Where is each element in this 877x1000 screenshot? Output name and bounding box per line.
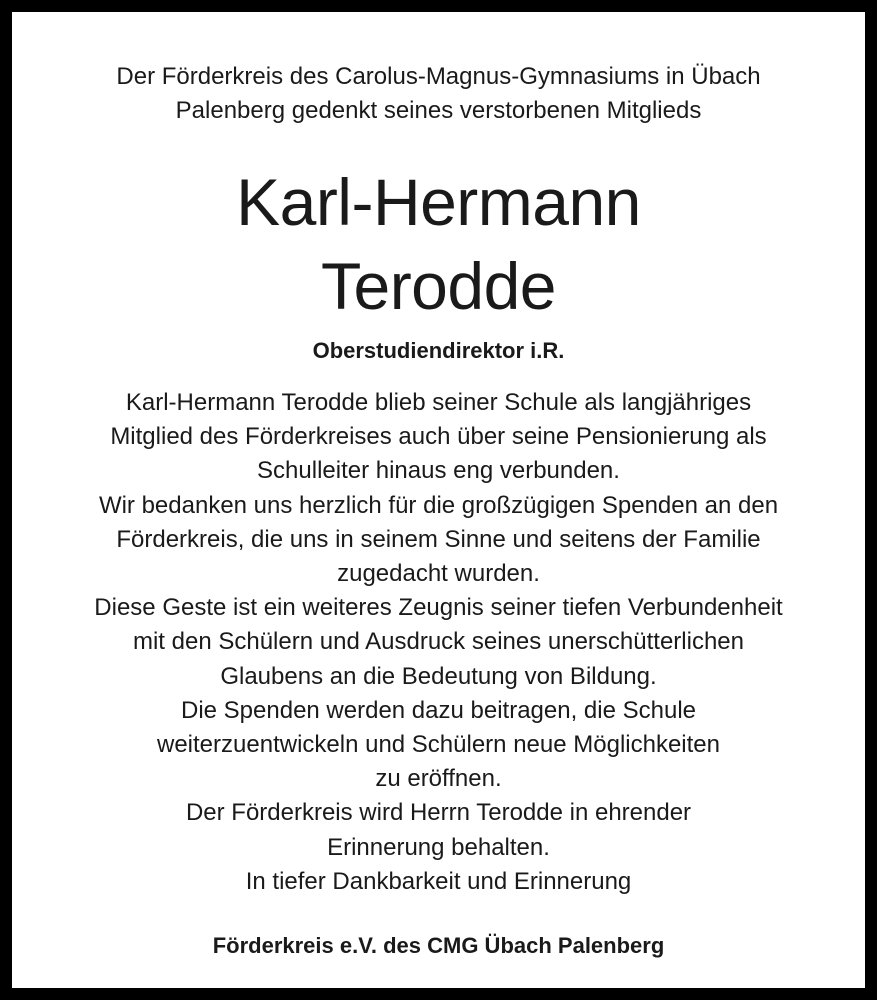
intro-text bbox=[52, 60, 825, 128]
intro-line: Der Förderkreis des Carolus-Magnus-Gymnasiums in Übach bbox=[116, 63, 761, 90]
signature: Förderkreis e.V. des CMG Übach Palenberg bbox=[212, 933, 665, 958]
tribute-line: Diese Geste ist ein weiteres Zeugnis seiner tiefen Verbundenheit bbox=[94, 594, 783, 622]
deceased-last-name: Terodde bbox=[320, 249, 556, 323]
tribute-line: zugedacht wurden. bbox=[337, 560, 540, 588]
tribute-line: Erinnerung behalten. bbox=[327, 833, 550, 861]
tribute-line: zu eröffnen. bbox=[375, 765, 502, 793]
deceased-title: Oberstudiendirektor i.R. bbox=[312, 338, 565, 363]
tribute-line: Der Förderkreis wird Herrn Terodde in ehrender bbox=[185, 799, 692, 827]
tribute-line: mit den Schülern und Ausdruck seines unerschütterlichen bbox=[132, 628, 744, 656]
deceased-name bbox=[32, 160, 845, 328]
tribute-line: Karl-Hermann Terodde blieb seiner Schule als langjähriges bbox=[125, 389, 752, 416]
deceased-first-name: Karl-Hermann bbox=[236, 165, 641, 239]
tribute-line: Schulleiter hinaus eng verbunden. bbox=[257, 457, 620, 485]
tribute-line: weiterzuentwickeln und Schülern neue Möglichkeiten bbox=[157, 731, 720, 759]
tribute-text bbox=[42, 386, 835, 899]
tribute-line: Förderkreis, die uns in seinem Sinne und seitens der Familie bbox=[116, 525, 761, 553]
tribute-line: In tiefer Dankbarkeit und Erinnerung bbox=[245, 867, 632, 895]
intro-line: Palenberg gedenkt seines verstorbenen Mitglieds bbox=[175, 97, 702, 124]
tribute-line: Wir bedanken uns herzlich für die großzügigen Spenden an den bbox=[98, 491, 779, 519]
tribute-line: Die Spenden werden dazu beitragen, die Schule bbox=[180, 696, 697, 724]
tribute-line: Glaubens an die Bedeutung von Bildung. bbox=[220, 662, 657, 690]
tribute-line: Mitglied des Förderkreises auch über seine Pensionierung als bbox=[110, 423, 767, 451]
